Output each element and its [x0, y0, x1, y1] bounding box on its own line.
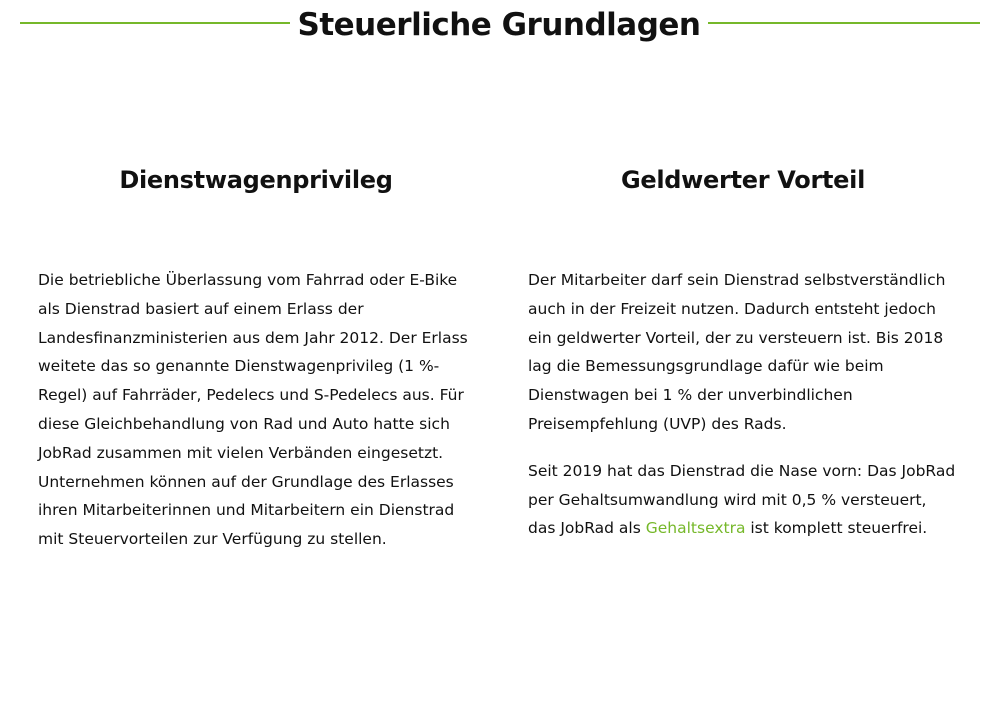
geldwerter-vorteil-column — [528, 160, 958, 538]
section-header — [0, 0, 999, 52]
gehaltsextra-link[interactable]: Gehaltsextra — [645, 519, 746, 538]
geldwerter-vorteil-paragraph-2 — [528, 457, 958, 543]
geldwerter-vorteil-paragraph-1: Der Mitarbeiter darf sein Dienstrad selbstverständlich auch in der Freizeit nutzen. Dadurch entsteht jedoch ein geldwerter Vorteil, der zu versteuern ist. Bis 2018 lag die Bemessungsgrundlage dafür wie beim Dienstwagen bei 1 % der unverbindlichen Preisempfehlung (UVP) des Rads. — [528, 271, 946, 433]
dienstwagenprivileg-heading: Dienstwagenprivileg — [119, 166, 393, 194]
title-divider-left — [20, 22, 290, 24]
dienstwagenprivileg-text — [38, 266, 474, 554]
paragraph-2-text-after: ist komplett steuerfrei. — [745, 519, 928, 538]
title-divider-right — [708, 22, 980, 24]
geldwerter-vorteil-text — [528, 266, 958, 543]
page-title: Steuerliche Grundlagen — [297, 7, 701, 43]
dienstwagenprivileg-paragraph: Die betriebliche Überlassung vom Fahrrad oder E-Bike als Dienstrad basiert auf einem Erlass der Landesfinanzministerien aus dem Jahr 2012. Der Erlass weitete das so genannte Dienstwagenprivileg (1 %-Regel) auf Fahrräder, Pedelecs und S-Pedelecs aus. Für diese Gleichbehandlung von Rad und Auto hatte sich JobRad zusammen mit vielen Verbänden eingesetzt. Unternehmen können auf der Grundlage des Erlasses ihren Mitarbeiterinnen und Mitarbeitern ein Dienstrad mit Steuervorteilen zur Verfügung zu stellen. — [38, 271, 468, 549]
geldwerter-vorteil-heading: Geldwerter Vorteil — [621, 166, 865, 194]
dienstwagenprivileg-column — [38, 160, 474, 549]
paragraph-2-text-before: Seit 2019 hat das Dienstrad die Nase vorn: Das JobRad per Gehaltsumwandlung wird mit 0,5 % versteuert, das JobRad als — [528, 461, 956, 538]
